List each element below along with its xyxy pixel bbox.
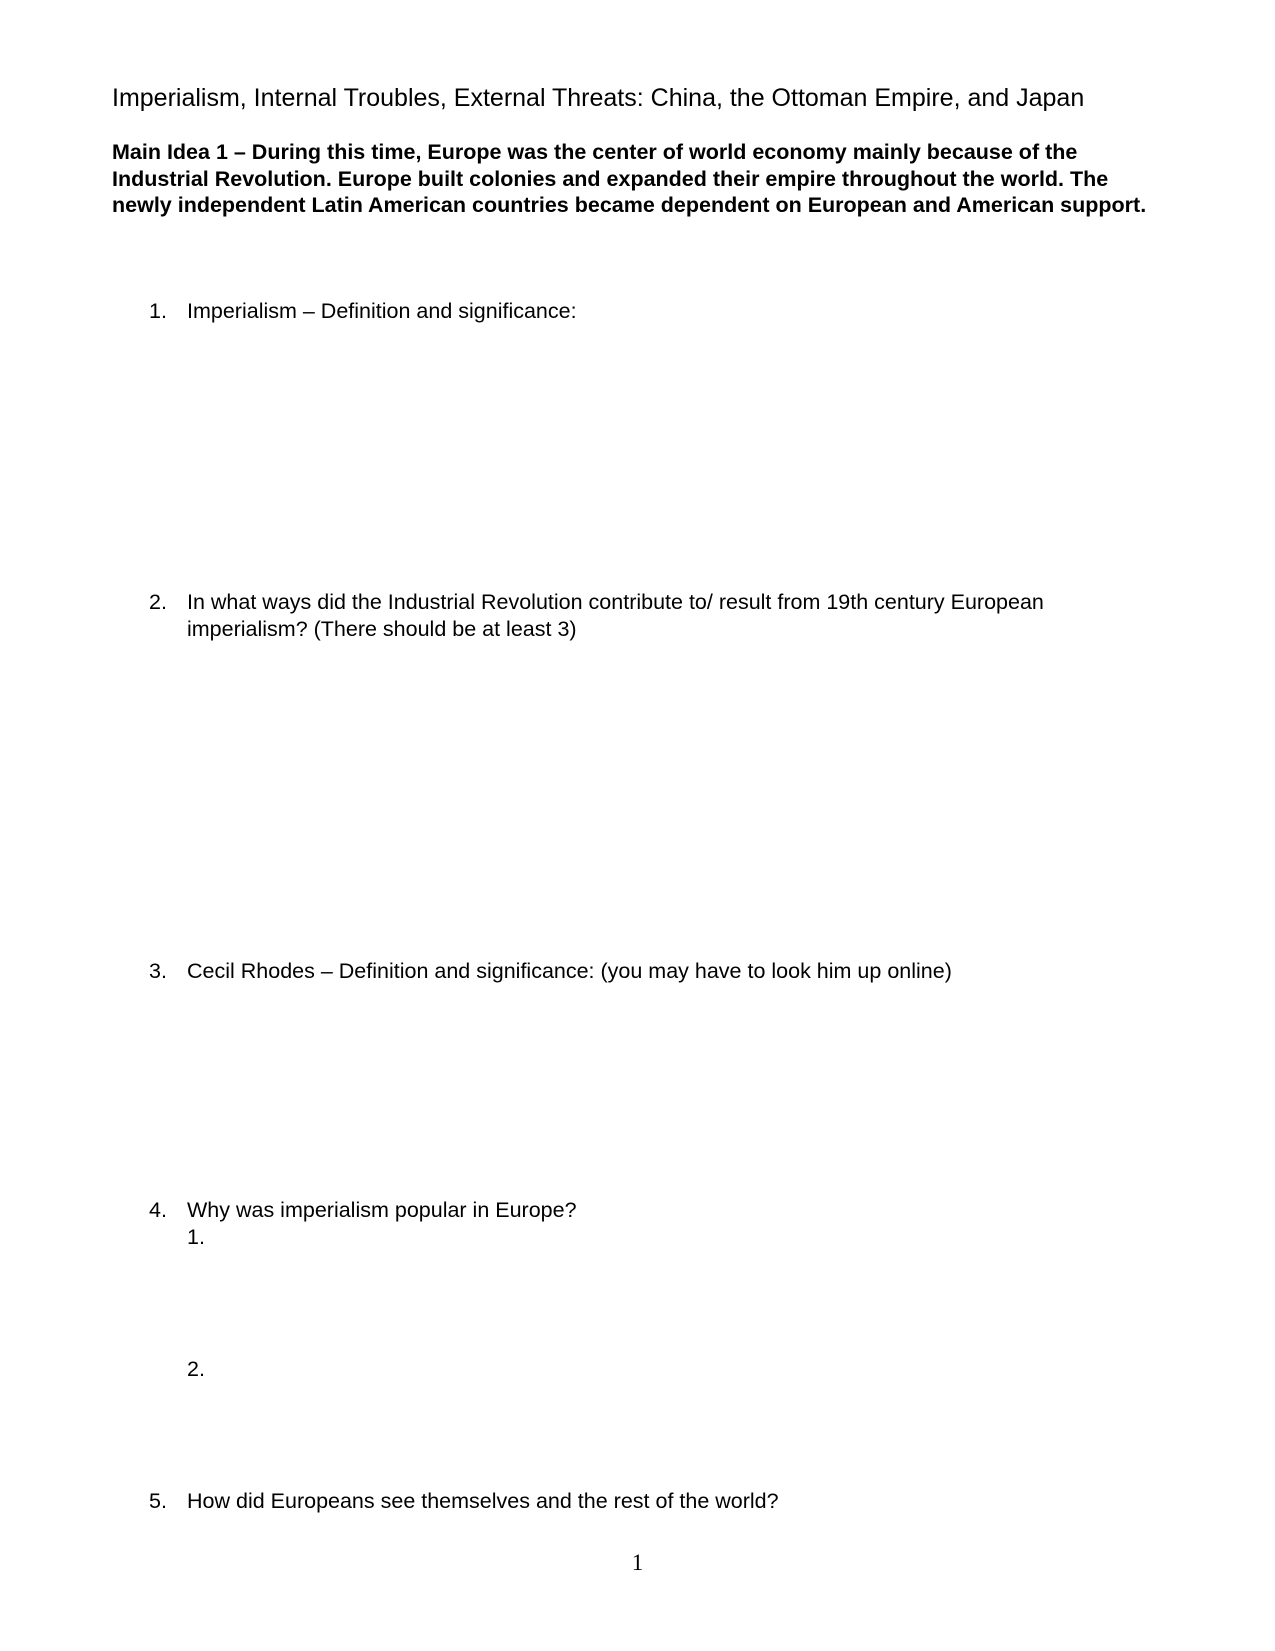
question-text: Cecil Rhodes – Definition and significance: (you may have to look him up online) (187, 959, 952, 983)
question-text: How did Europeans see themselves and the rest of the world? (187, 1489, 779, 1513)
main-idea-paragraph: Main Idea 1 – During this time, Europe was the center of world economy mainly because of the Industrial Revolution. Europe built colonies and expanded their empire throughout the world. The newly independent Latin American countries became dependent on European and American support. (112, 140, 1147, 217)
question-text: In what ways did the Industrial Revolution contribute to/ result from 19th century European imperialism? (There should be at least 3) (187, 590, 1044, 641)
question-number: 1. (149, 299, 167, 323)
question-text: Imperialism – Definition and significance: (187, 299, 577, 323)
document-title: Imperialism, Internal Troubles, External Threats: China, the Ottoman Empire, and Japan (112, 84, 1085, 112)
question-text: Why was imperialism popular in Europe? (187, 1198, 577, 1222)
answer-slot-1: 1. (187, 1225, 205, 1249)
question-number: 3. (149, 959, 167, 983)
question-number: 5. (149, 1489, 167, 1513)
question-number: 4. (149, 1198, 167, 1222)
page-number: 1 (631, 1550, 644, 1575)
question-number: 2. (149, 590, 167, 614)
answer-slot-2: 2. (187, 1357, 205, 1381)
